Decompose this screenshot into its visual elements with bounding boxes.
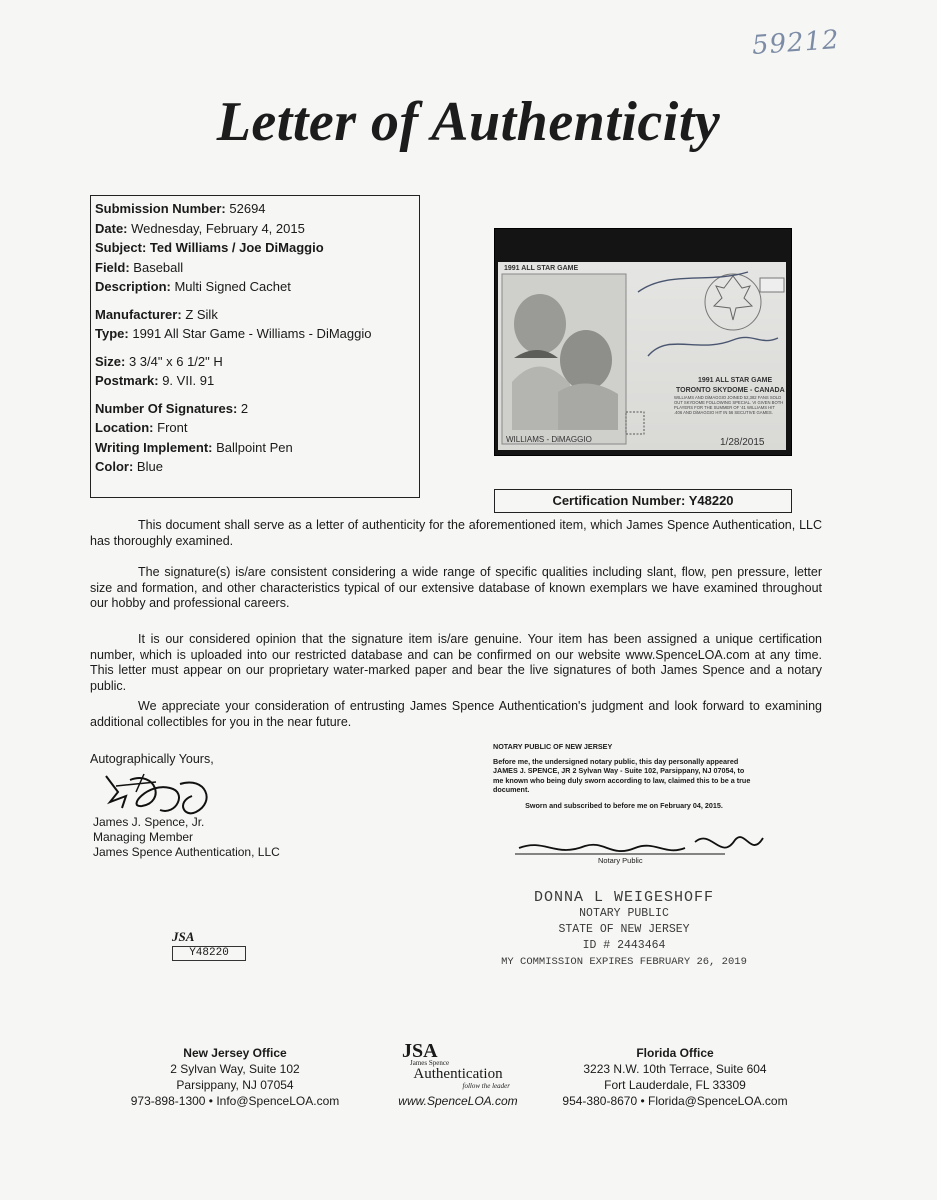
detail-postmark: Postmark: 9. VII. 91	[95, 373, 215, 388]
detail-submission: Submission Number: 52694	[95, 201, 266, 216]
notary-heading: NOTARY PUBLIC OF NEW JERSEY	[493, 742, 613, 751]
cachet-event: 1991 ALL STAR GAME	[698, 377, 773, 384]
cachet-footer: WILLIAMS - DiMAGGIO	[506, 435, 592, 444]
stamp-title: NOTARY PUBLIC	[579, 907, 669, 920]
cachet-date-stamp: 1/28/2015	[720, 437, 765, 448]
stamp-state: STATE OF NEW JERSEY	[558, 923, 690, 936]
logo-url: www.SpenceLOA.com	[398, 1094, 518, 1108]
fl-office-contact: 954-380-8670 • Florida@SpenceLOA.com	[562, 1094, 788, 1108]
logo-brand: JSA	[402, 1040, 438, 1062]
cachet-blurb: WILLIAMS AND DiMAGGIO JOINED 52,382 FANS SOLD OUT SKYDOME FOLLOWING SPECIAL. VI GIVEN BOTH PLAYERS FOR THE SUMMER OF '41 WILLIAMS HIT .406 AND DiMAGGIO HIT IN 56 SECUTIVE GAMES.	[674, 395, 784, 415]
fl-office-address-2: Fort Lauderdale, FL 33309	[604, 1078, 746, 1092]
paragraph-analysis: The signature(s) is/are consistent considering a wide range of specific qualities including slant, flow, pen pressure, letter size and formation, and other characteristics typical of our extensive database of known exemplars we have examined throughout our hobby and professional careers.	[90, 565, 822, 610]
notary-section	[493, 742, 755, 810]
jsa-hologram-tag	[172, 930, 262, 964]
detail-field: Field: Baseball	[95, 259, 184, 275]
detail-color: Color: Blue	[95, 459, 163, 474]
cachet-envelope	[498, 262, 786, 450]
logo-line2: Authentication	[413, 1066, 503, 1082]
signer-name: James J. Spence, Jr.	[93, 815, 205, 829]
stamp-name: DONNA L WEIGESHOFF	[533, 889, 715, 906]
detail-subject: Subject: Ted Williams / Joe DiMaggio	[95, 240, 324, 255]
footer-nj-office	[110, 1045, 360, 1109]
paragraph-closing: We appreciate your consideration of entrusting James Spence Authentication's judgment and look forward to examining additional collectibles for you in the near future.	[90, 699, 822, 729]
jsa-tag-number: Y48220	[172, 946, 246, 961]
cachet-venue: TORONTO SKYDOME - CANADA	[676, 387, 785, 394]
footer-jsa-logo	[388, 1042, 528, 1108]
detail-type: Type: 1991 All Star Game - Williams - DiMaggio	[95, 326, 372, 341]
notary-line-label: Notary Public	[598, 856, 643, 865]
detail-description: Description: Multi Signed Cachet	[95, 279, 291, 294]
nj-office-title: New Jersey Office	[183, 1046, 287, 1060]
notary-statement: Before me, the undersigned notary public, this day personally appeared JAMES J. SPENCE, JR 2 Sylvan Way - Suite 102, Parsippany, NJ 07054, to me known who being duly sworn according to law, claimed this to be a true document.	[493, 756, 751, 794]
spence-signature	[96, 762, 226, 822]
paragraph-intro: This document shall serve as a letter of authenticity for the aforementioned item, which James Spence Authentication, LLC has thoroughly examined.	[90, 518, 822, 548]
detail-size: Size: 3 3/4" x 6 1/2" H	[95, 353, 223, 369]
jsa-tag-brand: JSA	[172, 929, 195, 944]
signer-company: James Spence Authentication, LLC	[93, 845, 280, 859]
notary-stamp	[493, 890, 755, 970]
cachet-artwork	[498, 262, 786, 450]
detail-date: Date: Wednesday, February 4, 2015	[95, 220, 305, 236]
fl-office-title: Florida Office	[636, 1046, 714, 1060]
footer-fl-office	[545, 1045, 805, 1109]
detail-manufacturer: Manufacturer: Z Silk	[95, 306, 218, 322]
nj-office-address-1: 2 Sylvan Way, Suite 102	[170, 1062, 300, 1076]
signer-block	[93, 815, 280, 860]
paragraph-opinion: It is our considered opinion that the signature item is/are genuine. Your item has been assigned a unique certification number, which is uploaded into our restricted database and can be confirmed on our website www.SpenceLOA.com at any time. This letter must appear on our proprietary water-marked paper and bear the live signatures of both James Spence and a notary public.	[90, 632, 822, 693]
page-title: Letter of Authenticity	[216, 91, 721, 153]
certification-number: Certification Number: Y48220	[494, 489, 792, 513]
stamp-expiration: MY COMMISSION EXPIRES FEBRUARY 26, 2019	[501, 956, 747, 968]
nj-office-contact: 973-898-1300 • Info@SpenceLOA.com	[130, 1094, 340, 1108]
nj-office-address-2: Parsippany, NJ 07054	[176, 1078, 294, 1092]
notary-sworn: Sworn and subscribed to before me on February 04, 2015.	[525, 800, 723, 810]
signer-role: Managing Member	[93, 830, 194, 844]
item-details-box	[90, 195, 420, 498]
fl-office-address-1: 3223 N.W. 10th Terrace, Suite 604	[583, 1062, 767, 1076]
stamp-id: ID # 2443464	[582, 939, 666, 952]
detail-signature-count: Number Of Signatures: 2	[95, 400, 249, 416]
detail-location: Location: Front	[95, 420, 188, 435]
handwritten-note: 59212	[751, 24, 841, 62]
logo-tagline: follow the leader	[462, 1082, 510, 1090]
cachet-header: 1991 ALL STAR GAME	[504, 265, 579, 272]
logo-line1: James Spence	[410, 1059, 450, 1067]
closing-salutation: Autographically Yours,	[90, 752, 214, 766]
dimaggio-autograph	[648, 337, 778, 356]
williams-autograph	[638, 272, 748, 292]
detail-writing-implement: Writing Implement: Ballpoint Pen	[95, 439, 293, 455]
